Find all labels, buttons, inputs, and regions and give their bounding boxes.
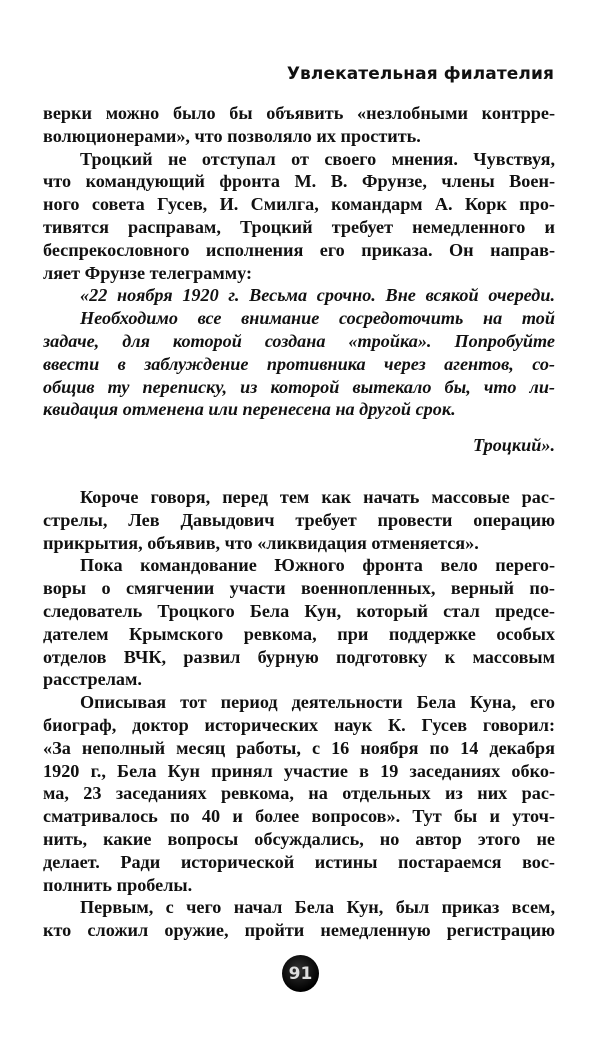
text-line: Первым, с чего начал Бела Кун, был приказ всем,	[80, 897, 555, 918]
text-line: расстрелам.	[43, 669, 142, 690]
text-line: что командующий фронта М. В. Фрунзе, члены Воен-	[43, 171, 555, 192]
text-line: дателем Крымского ревкома, при поддержке особых	[43, 623, 555, 644]
text-line: воры о смягчении участи военнопленных, верный по-	[43, 578, 555, 599]
text-line: нить, какие вопросы обсуждались, но автор этого не	[43, 828, 555, 849]
text-line: полнить пробелы.	[43, 874, 193, 895]
text-line: «За неполный месяц работы, с 16 ноября по 14 декабря	[43, 737, 555, 758]
telegram-line: ввести в заблуждение противника через агентов, со-	[43, 353, 555, 374]
telegram-line: квидация отменена или перенесена на другой срок.	[43, 399, 456, 420]
text-line: отделов ВЧК, развил бурную подготовку к массовым	[43, 646, 555, 667]
text-line: тивятся расправам, Троцкий требует немедленного и	[43, 216, 555, 237]
text-line: биограф, доктор исторических наук К. Гусев говорил:	[43, 714, 555, 735]
telegram-line: Необходимо все внимание сосредоточить на той	[80, 308, 555, 329]
text-line: сматривалось по 40 и более вопросов». Тут бы и уточ-	[43, 806, 555, 827]
text-block-telegram	[43, 102, 555, 421]
telegram-line: общив ту переписку, из которой вытекало бы, что ли-	[43, 376, 555, 397]
text-line: волюционерами», что позволяло их простить.	[43, 125, 421, 146]
page-number: 91	[282, 955, 319, 992]
text-line: Описывая тот период деятельности Бела Куна, его	[80, 692, 555, 713]
text-line: стрелы, Лев Давыдович требует провести операцию	[43, 509, 555, 530]
running-head: Увлекательная филателия	[286, 64, 554, 84]
text-line: кто сложил оружие, пройти немедленную регистрацию	[43, 920, 555, 941]
signature-block	[43, 434, 555, 457]
text-line: 1920 г., Бела Кун принял участие в 19 заседаниях обко-	[43, 760, 555, 781]
text-line: Пока командование Южного фронта вело перего-	[80, 555, 555, 576]
telegram-line: «22 ноября 1920 г. Весьма срочно. Вне всякой очереди.	[80, 285, 555, 306]
text-line: ма, 23 заседаниях ревкома, на отдельных из них рас-	[43, 783, 555, 804]
text-line: верки можно было бы объявить «незлобными контрре-	[43, 103, 555, 123]
text-line: Троцкий не отступал от своего мнения. Чувствуя,	[80, 148, 555, 169]
text-line: ного совета Гусев, И. Смилга, командарм А. Корк про-	[43, 194, 555, 215]
text-line: делает. Ради исторической истины постараемся вос-	[43, 851, 555, 872]
text-line: Короче говоря, перед тем как начать массовые рас-	[80, 487, 555, 507]
telegram-signature: Троцкий».	[472, 435, 555, 455]
text-line: прикрытия, объявив, что «ликвидация отменяется».	[43, 532, 479, 553]
text-line: ляет Фрунзе телеграмму:	[43, 262, 253, 283]
telegram-line: задаче, для которой создана «тройка». Попробуйте	[43, 330, 555, 351]
text-line: следователь Троцкого Бела Кун, который стал предсе-	[43, 600, 555, 621]
text-line: беспрекословного исполнения его приказа. Он направ-	[43, 239, 555, 260]
text-block-main	[43, 486, 555, 942]
